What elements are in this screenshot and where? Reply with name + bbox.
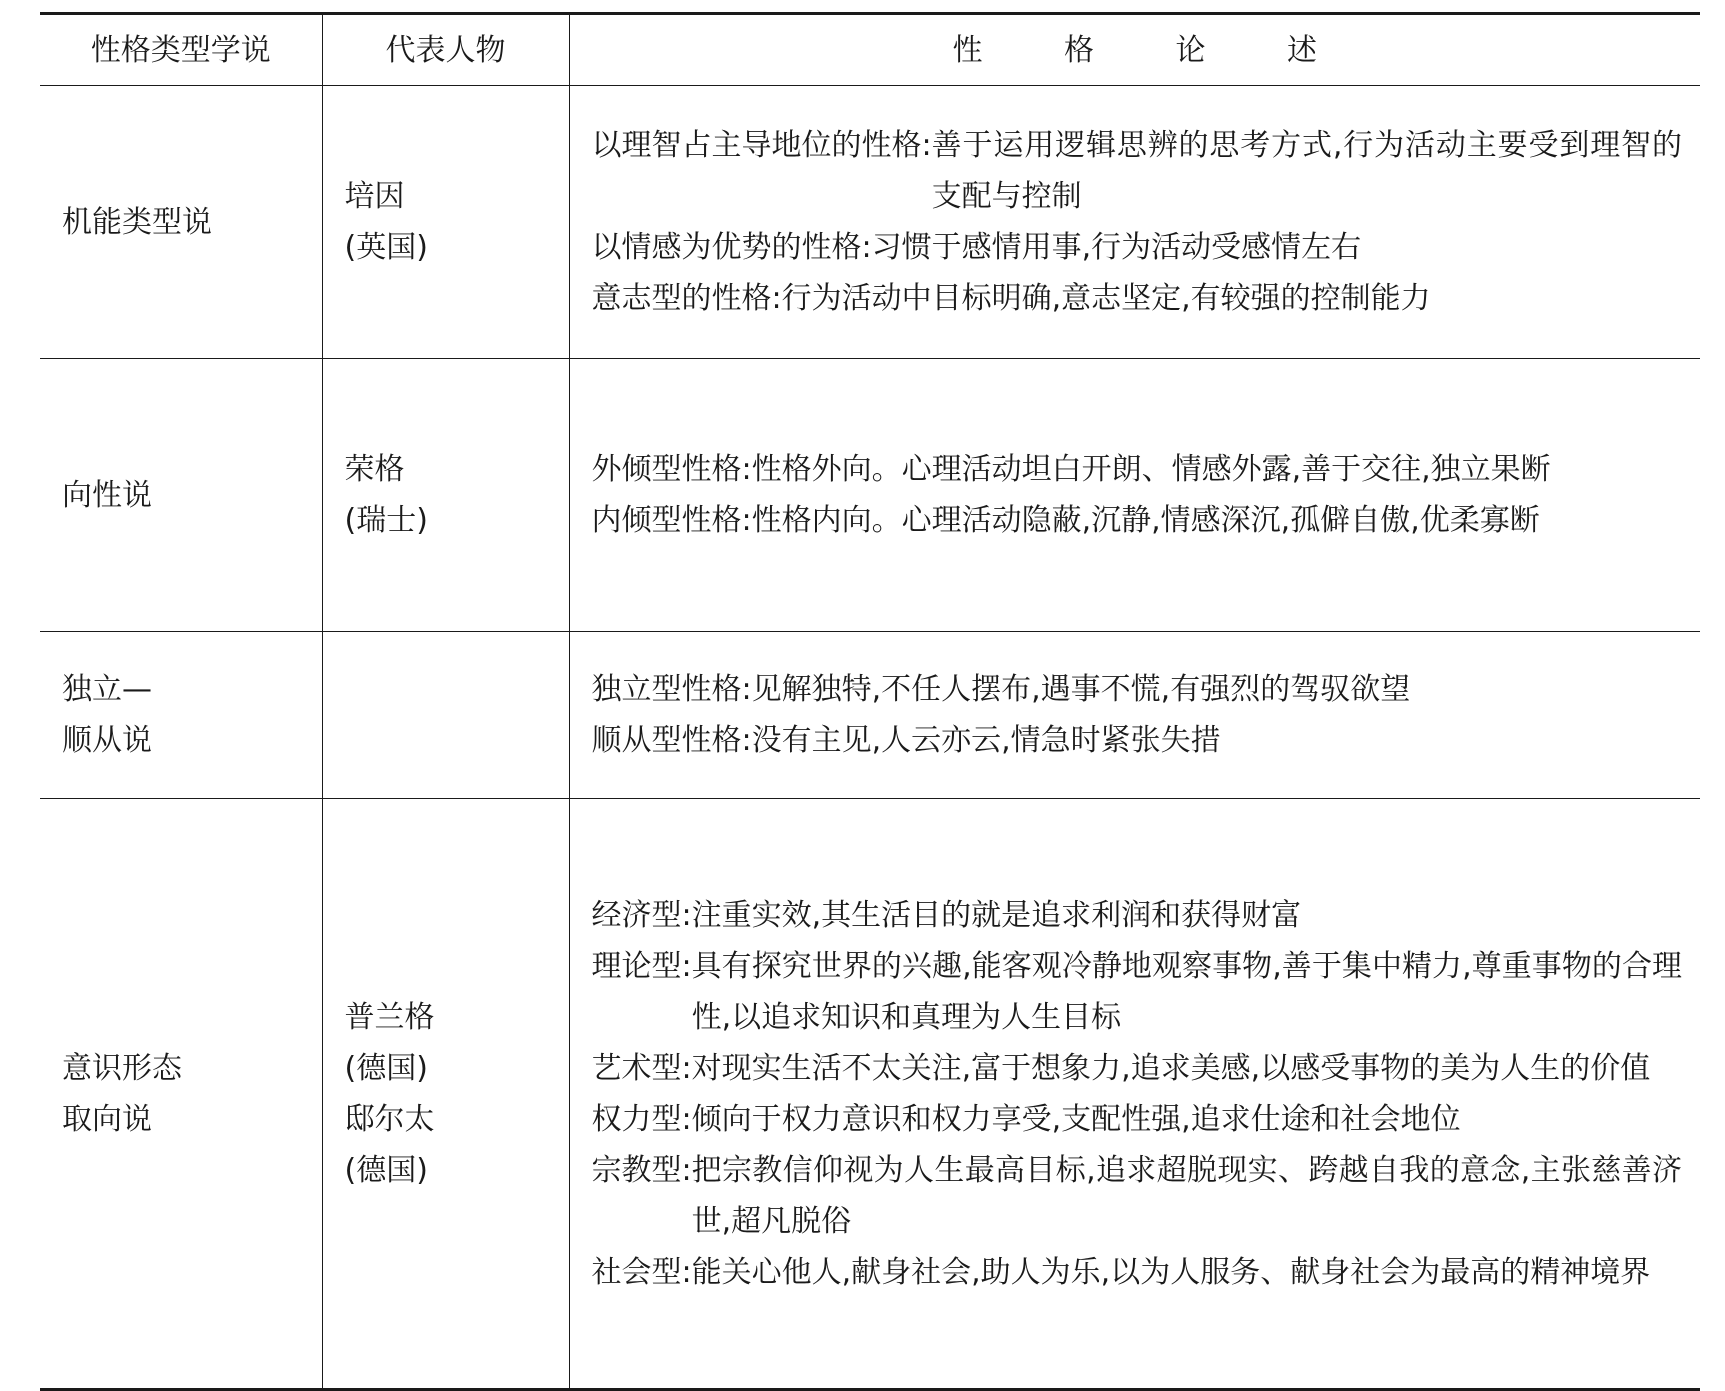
description-label: 以理智占主导地位的性格: <box>591 128 932 163</box>
theory-cell <box>40 799 322 1390</box>
representative-cell <box>322 632 569 799</box>
theory-cell <box>40 86 322 359</box>
theory-name: 向性说 <box>62 477 152 513</box>
theory-name: 机能类型说 <box>62 204 212 240</box>
description-text: 注重实效,其生活目的就是追求利润和获得财富 <box>691 897 1302 933</box>
description-label: 艺术型: <box>591 1050 692 1086</box>
description-text: 没有主见,人云亦云,情急时紧张失措 <box>751 723 1221 758</box>
table-row <box>40 86 1700 359</box>
header-representative: 代表人物 <box>322 14 569 86</box>
representative-cell <box>322 359 569 632</box>
description-label: 外倾型性格: <box>591 452 752 487</box>
description-item <box>592 890 1683 941</box>
table-row <box>40 799 1700 1390</box>
representative-name: 普兰格 <box>344 999 435 1035</box>
description-cell <box>569 632 1700 799</box>
representative-country: (英国) <box>344 230 428 265</box>
header-row <box>40 14 1700 86</box>
theory-cell <box>40 359 322 632</box>
header-description: 性 格 论 述 <box>569 14 1700 86</box>
description-label: 内倾型性格: <box>591 503 752 538</box>
table-row <box>40 632 1700 799</box>
description-cell <box>569 799 1700 1390</box>
description-text: 习惯于感情用事,行为活动受感情左右 <box>871 230 1362 265</box>
description-item <box>592 664 1683 715</box>
description-item <box>592 1094 1683 1145</box>
description-label: 权力型: <box>591 1101 692 1137</box>
description-label: 以情感为优势的性格: <box>591 230 872 265</box>
representative-country: (瑞士) <box>344 503 428 538</box>
description-text: 见解独特,不任人摆布,遇事不慌,有强烈的驾驭欲望 <box>751 672 1411 707</box>
representative-name: 荣格 <box>344 452 405 487</box>
representative-cell <box>322 799 569 1390</box>
description-item <box>592 273 1683 324</box>
description-text: 行为活动中目标明确,意志坚定,有较强的控制能力 <box>781 281 1431 316</box>
theory-cell <box>40 632 322 799</box>
description-text: 性格外向。心理活动坦白开朗、情感外露,善于交往,独立果断 <box>751 452 1551 487</box>
personality-theory-table <box>40 12 1700 1391</box>
description-text: 对现实生活不太关注,富于想象力,追求美感,以感受事物的美为人生的价值 <box>691 1050 1651 1086</box>
description-item <box>592 715 1683 766</box>
representative-name: 培因 <box>344 179 405 214</box>
table-row <box>40 359 1700 632</box>
description-text: 善于运用逻辑思辨的思考方式,行为活动主要受到理智的支配与控制 <box>931 128 1682 214</box>
header-theory: 性格类型学说 <box>40 14 322 86</box>
description-label: 经济型: <box>591 897 692 933</box>
description-item <box>592 495 1683 546</box>
representative-country: (德国) <box>344 1050 428 1086</box>
description-label: 社会型: <box>591 1254 692 1290</box>
theory-name: 取向说 <box>62 1101 152 1137</box>
description-item <box>592 222 1683 273</box>
description-text: 性格内向。心理活动隐蔽,沉静,情感深沉,孤僻自傲,优柔寡断 <box>751 503 1540 538</box>
description-text: 具有探究世界的兴趣,能客观冷静地观察事物,善于集中精力,尊重事物的合理性,以追求知识和真理为人生目标 <box>691 948 1682 1035</box>
description-item <box>592 1043 1683 1094</box>
description-cell <box>569 86 1700 359</box>
description-item <box>592 120 1683 222</box>
theory-name: 顺从说 <box>62 723 152 758</box>
description-text: 把宗教信仰视为人生最高目标,追求超脱现实、跨越自我的意念,主张慈善济世,超凡脱俗 <box>691 1152 1682 1239</box>
description-label: 独立型性格: <box>591 672 752 707</box>
description-text: 能关心他人,献身社会,助人为乐,以为人服务、献身社会为最高的精神境界 <box>691 1254 1651 1290</box>
description-text: 倾向于权力意识和权力享受,支配性强,追求仕途和社会地位 <box>691 1101 1461 1137</box>
description-label: 宗教型: <box>591 1152 692 1188</box>
description-item <box>592 1247 1683 1298</box>
theory-name: 意识形态 <box>62 1050 182 1086</box>
representative-country: (德国) <box>344 1152 428 1188</box>
description-item <box>592 444 1683 495</box>
description-label: 顺从型性格: <box>591 723 752 758</box>
theory-name: 独立— <box>62 672 152 707</box>
description-cell <box>569 359 1700 632</box>
description-item <box>592 1145 1683 1247</box>
representative-cell <box>322 86 569 359</box>
representative-name: 邸尔太 <box>344 1101 435 1137</box>
description-label: 理论型: <box>591 948 692 984</box>
description-label: 意志型的性格: <box>591 281 782 316</box>
description-item <box>592 941 1683 1043</box>
